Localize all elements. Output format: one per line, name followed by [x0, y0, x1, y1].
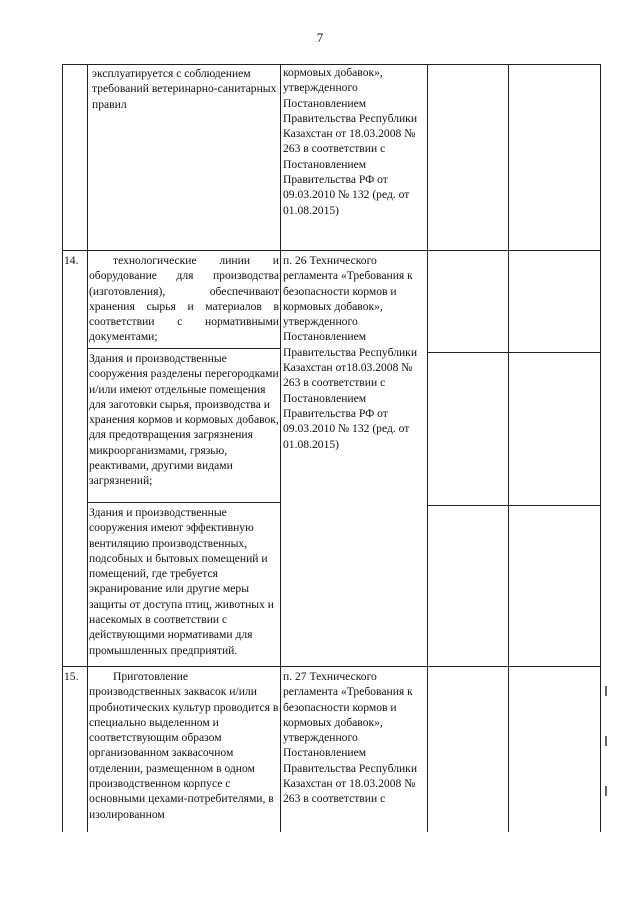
table-border	[280, 64, 281, 832]
table-border	[427, 64, 428, 832]
requirement-text: эксплуатируется с соблюдением требований ветеринарно-санитарных правил	[92, 67, 277, 111]
requirement-text: технологические линии и оборудование для производства (изготовления), обеспечивают хранения сырья и материалов в соответствии с нормативными документами;	[89, 254, 279, 344]
basis-text: кормовых добавок», утвержденного Постановлением Правительства Республики Казахстан от 18.03.2008 № 263 в соответствии с Постановлением Правительства РФ от 09.03.2010 № 132 (ред. от 01.08.2015)	[283, 66, 418, 217]
table-border	[508, 64, 509, 832]
basis-text: п. 26 Технического регламента «Требования к безопасности кормов и кормовых добавок», утвержденного Постановлением Правительства Республики Казахстан от18.03.2008 № 263 в соответствии с Постановлением Правительства РФ от 09.03.2010 № 132 (ред. от 01.08.2015)	[283, 254, 418, 451]
page-number: 7	[316, 30, 324, 45]
table-border	[600, 64, 601, 832]
table-border	[62, 64, 63, 832]
row-number: 14.	[64, 254, 79, 267]
table-border	[427, 352, 600, 353]
requirement-text: Приготовление производственных заквасок и/или пробиотических культур проводится в специально выделенном и соответствующим образом организованном заквасочном отделении, размещенном в одном производственном корпусе с основными цехами-потребителями, в изолированном	[89, 670, 279, 821]
table-border	[62, 666, 600, 667]
scan-artifact	[605, 736, 607, 746]
requirement-text: Здания и производственные сооружения имеют эффективную вентиляцию производственных, подсобных и бытовых помещений и помещений, где требуется экранирование или другие меры защиты от доступа птиц, животных и насекомых в соответствии с действующими нормативами для промышленных предприятий.	[89, 506, 275, 657]
scan-artifact	[605, 786, 607, 796]
table-border	[62, 250, 600, 251]
table-border	[87, 348, 280, 349]
basis-text: п. 27 Технического регламента «Требования к безопасности кормов и кормовых добавок», утвержденного Постановлением Правительства Республики Казахстан от 18.03.2008 № 263 в соответствии с	[283, 670, 418, 806]
scan-artifact	[605, 686, 607, 696]
requirement-text: Здания и производственные сооружения разделены перегородками и/или имеют отдельные помещения для заготовки сырья, производства и хранения кормов и кормовых добавок, для предотвращения загрязнения микроорганизмами, грязью, реактивами, другими видами загрязнений;	[89, 352, 279, 488]
table-border	[87, 502, 280, 503]
table-border	[427, 505, 600, 506]
table-border	[87, 64, 88, 832]
row-number: 15.	[64, 670, 79, 683]
